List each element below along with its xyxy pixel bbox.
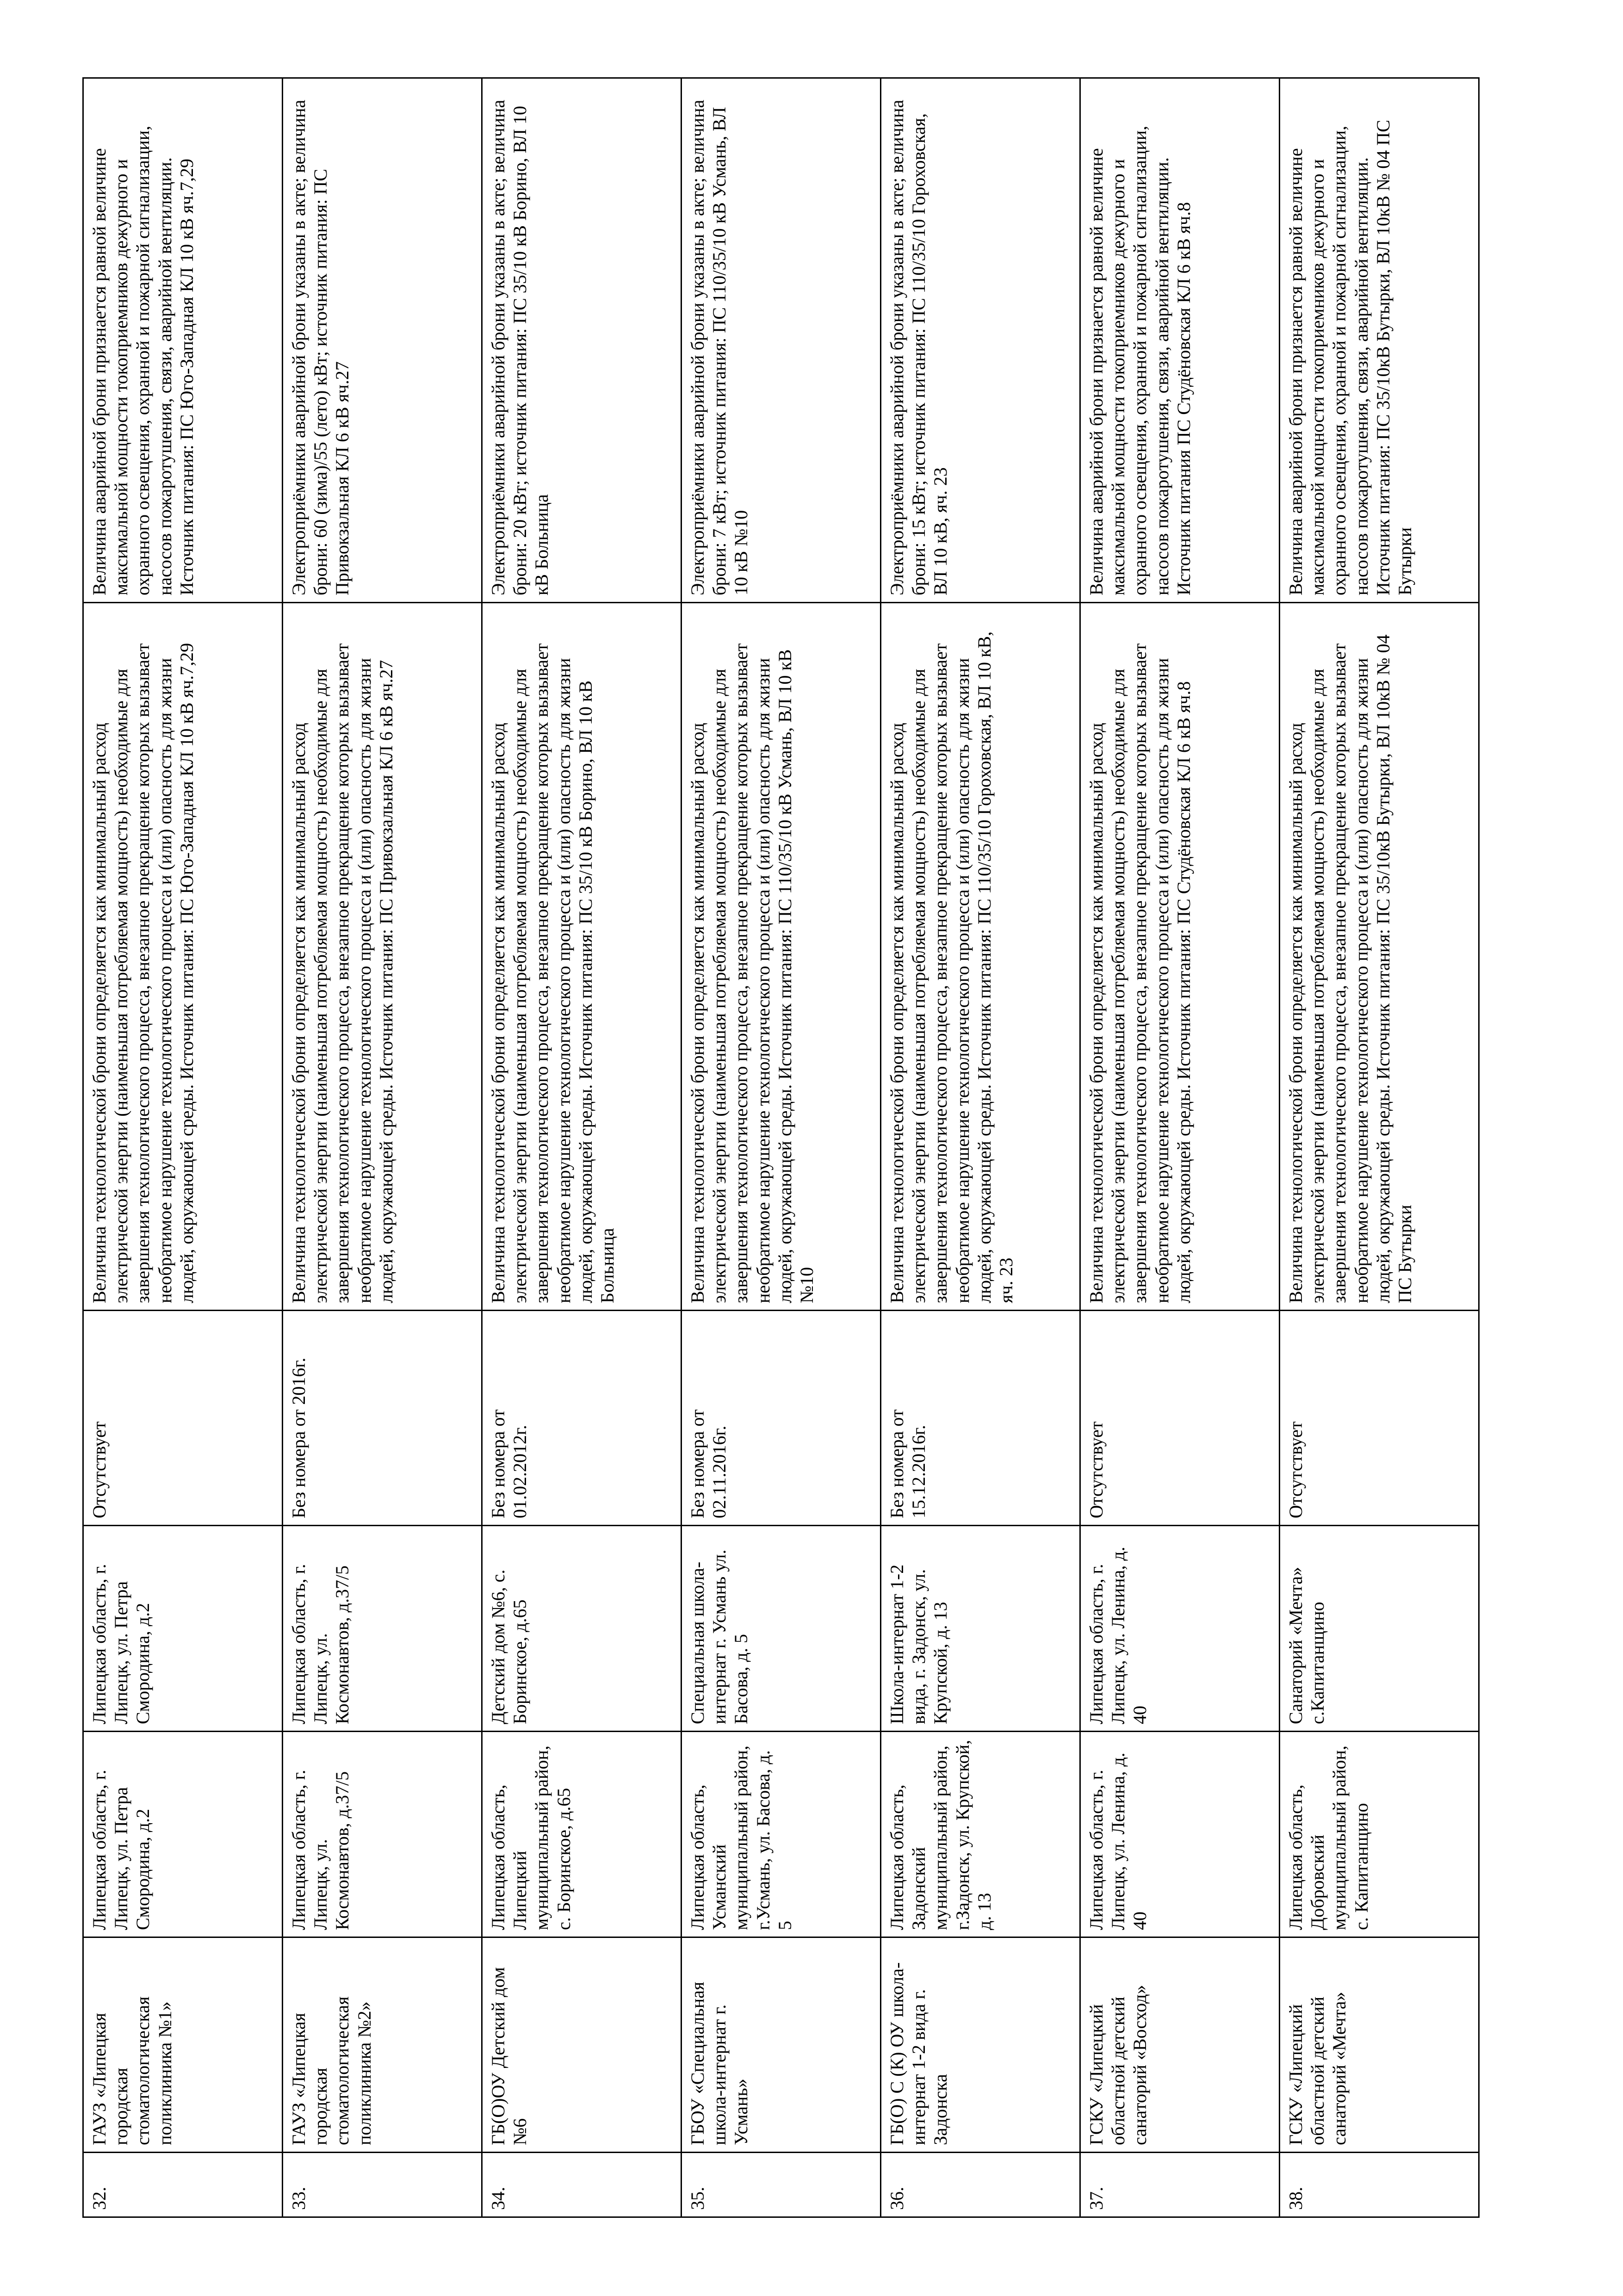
table-row <box>482 78 681 2217</box>
row-number: 37. <box>1080 2153 1280 2217</box>
emergency-reserve: Электроприёмники аварийной брони указаны в акте; величина брони: 60 (зима)/55 (лето) кВт; источник питания: ПС Привокзальная КЛ 6 кВ яч.27 <box>283 78 482 603</box>
organization-name: ГСКУ «Липецкий областной детский санаторий «Мечта» <box>1280 1937 1479 2153</box>
organization-name: ГБ(О)ОУ Детский дом №6 <box>482 1937 681 2153</box>
actual-address: Липецкая область, г. Липецк, ул. Петра Смородина, д.2 <box>83 1526 283 1732</box>
emergency-reserve: Величина аварийной брони признается равной величине максимальной мощности токоприемников дежурного и охранного освещения, охранной и пожарной сигнализации, насосов пожаротушения, связи, аварийной вентиляции. Источник питания: ПС 35/10кВ Бутырки, ВЛ 10кВ № 04 ПС Бутырки <box>1280 78 1479 603</box>
act-info: Без номера от 15.12.2016г. <box>881 1311 1080 1526</box>
emergency-reserve: Электроприёмники аварийной брони указаны в акте; величина брони: 15 кВт; источник питания: ПС 110/35/10 Гороховская, ВЛ 10 кВ, яч. 23 <box>881 78 1080 603</box>
table-row <box>881 78 1080 2217</box>
table-row <box>283 78 482 2217</box>
row-number: 38. <box>1280 2153 1479 2217</box>
technological-reserve: Величина технологической брони определяется как минимальный расход электрической энергии (наименьшая потребляемая мощность) необходимые для завершения технологического процесса, внезапное прекращение которых вызывает необратимое нарушение технологического процесса и (или) опасность для жизни людей, окружающей среды. Источник питания: ПС Студёновская КЛ 6 кВ яч.8 <box>1080 603 1280 1311</box>
legal-address: Липецкая область, Усманский муниципальный район, г.Усмань, ул. Басова, д. 5 <box>681 1732 881 1937</box>
organization-name: ГАУЗ «Липецкая городская стоматологическая поликлиника №2» <box>283 1937 482 2153</box>
legal-address: Липецкая область, г. Липецк, ул. Ленина, д. 40 <box>1080 1732 1280 1937</box>
technological-reserve: Величина технологической брони определяется как минимальный расход электрической энергии (наименьшая потребляемая мощность) необходимые для завершения технологического процесса, внезапное прекращение которых вызывает необратимое нарушение технологического процесса и (или) опасность для жизни людей, окружающей среды. Источник питания: ПС 110/35/10 Гороховская, ВЛ 10 кВ, яч. 23 <box>881 603 1080 1311</box>
act-info: Без номера от 2016г. <box>283 1311 482 1526</box>
legal-address: Липецкая область, Добровский муниципальный район, с. Капитанщино <box>1280 1732 1479 1937</box>
technological-reserve: Величина технологической брони определяется как минимальный расход электрической энергии (наименьшая потребляемая мощность) необходимые для завершения технологического процесса, внезапное прекращение которых вызывает необратимое нарушение технологического процесса и (или) опасность для жизни людей, окружающей среды. Источник питания: ПС 35/10 кВ Борино, ВЛ 10 кВ Больница <box>482 603 681 1311</box>
emergency-reserve: Величина аварийной брони признается равной величине максимальной мощности токоприемников дежурного и охранного освещения, охранной и пожарной сигнализации, насосов пожаротушения, связи, аварийной вентиляции. Источник питания ПС Студёновская КЛ 6 кВ яч.8 <box>1080 78 1280 603</box>
legal-address: Липецкая область, Задонский муниципальный район, г.Задонск, ул. Крупской, д. 13 <box>881 1732 1080 1937</box>
technological-reserve: Величина технологической брони определяется как минимальный расход электрической энергии (наименьшая потребляемая мощность) необходимые для завершения технологического процесса, внезапное прекращение которых вызывает необратимое нарушение технологического процесса и (или) опасность для жизни людей, окружающей среды. Источник питания: ПС 110/35/10 кВ Усмань, ВЛ 10 кВ №10 <box>681 603 881 1311</box>
organization-name: ГБ(О) С (К) ОУ школа-интернат 1-2 вида г. Задонска <box>881 1937 1080 2153</box>
act-info: Отсутствует <box>1080 1311 1280 1526</box>
actual-address: Школа-интернат 1-2 вида, г. Задонск, ул. Крупской, д. 13 <box>881 1526 1080 1732</box>
emergency-reserve: Электроприёмники аварийной брони указаны в акте; величина брони: 7 кВт; источник питания: ПС 110/35/10 кВ Усмань, ВЛ 10 кВ №10 <box>681 78 881 603</box>
act-info: Без номера от 02.11.2016г. <box>681 1311 881 1526</box>
organization-name: ГАУЗ «Липецкая городская стоматологическая поликлиника №1» <box>83 1937 283 2153</box>
actual-address: Липецкая область, г. Липецк, ул. Ленина, д. 40 <box>1080 1526 1280 1732</box>
row-number: 34. <box>482 2153 681 2217</box>
reserve-table <box>82 77 1480 2218</box>
table-row <box>83 78 283 2217</box>
act-info: Отсутствует <box>83 1311 283 1526</box>
row-number: 35. <box>681 2153 881 2217</box>
row-number: 36. <box>881 2153 1080 2217</box>
legal-address: Липецкая область, г. Липецк, ул. Петра Смородина, д.2 <box>83 1732 283 1937</box>
row-number: 32. <box>83 2153 283 2217</box>
technological-reserve: Величина технологической брони определяется как минимальный расход электрической энергии (наименьшая потребляемая мощность) необходимые для завершения технологического процесса, внезапное прекращение которых вызывает необратимое нарушение технологического процесса и (или) опасность для жизни людей, окружающей среды. Источник питания: ПС 35/10кВ Бутырки, ВЛ 10кВ № 04 ПС Бутырки <box>1280 603 1479 1311</box>
emergency-reserve: Электроприёмники аварийной брони указаны в акте; величина брони: 20 кВт; источник питания: ПС 35/10 кВ Борино, ВЛ 10 кВ Больница <box>482 78 681 603</box>
actual-address: Детский дом №6, с. Боринское, д.65 <box>482 1526 681 1732</box>
actual-address: Специальная школа-интернат г. Усмань ул. Басова, д. 5 <box>681 1526 881 1732</box>
act-info: Без номера от 01.02.2012г. <box>482 1311 681 1526</box>
technological-reserve: Величина технологической брони определяется как минимальный расход электрической энергии (наименьшая потребляемая мощность) необходимые для завершения технологического процесса, внезапное прекращение которых вызывает необратимое нарушение технологического процесса и (или) опасность для жизни людей, окружающей среды. Источник питания: ПС Привокзальная КЛ 6 кВ яч.27 <box>283 603 482 1311</box>
table-row <box>681 78 881 2217</box>
legal-address: Липецкая область, г. Липецк, ул. Космонавтов, д.37/5 <box>283 1732 482 1937</box>
actual-address: Санаторий «Мечта» с.Капитанщино <box>1280 1526 1479 1732</box>
actual-address: Липецкая область, г. Липецк, ул. Космонавтов, д.37/5 <box>283 1526 482 1732</box>
row-number: 33. <box>283 2153 482 2217</box>
act-info: Отсутствует <box>1280 1311 1479 1526</box>
legal-address: Липецкая область, Липецкий муниципальный район, с. Боринское, д.65 <box>482 1732 681 1937</box>
emergency-reserve: Величина аварийной брони признается равной величине максимальной мощности токоприемников дежурного и охранного освещения, охранной и пожарной сигнализации, насосов пожаротушения, связи, аварийной вентиляции. Источник питания: ПС Юго-Западная КЛ 10 кВ яч.7,29 <box>83 78 283 603</box>
table-row <box>1280 78 1479 2217</box>
table-row <box>1080 78 1280 2217</box>
technological-reserve: Величина технологической брони определяется как минимальный расход электрической энергии (наименьшая потребляемая мощность) необходимые для завершения технологического процесса, внезапное прекращение которых вызывает необратимое нарушение технологического процесса и (или) опасность для жизни людей, окружающей среды. Источник питания: ПС Юго-Западная КЛ 10 кВ яч.7,29 <box>83 603 283 1311</box>
organization-name: ГБОУ «Специальная школа-интернат г. Усмань» <box>681 1937 881 2153</box>
organization-name: ГСКУ «Липецкий областной детский санаторий «Восход» <box>1080 1937 1280 2153</box>
